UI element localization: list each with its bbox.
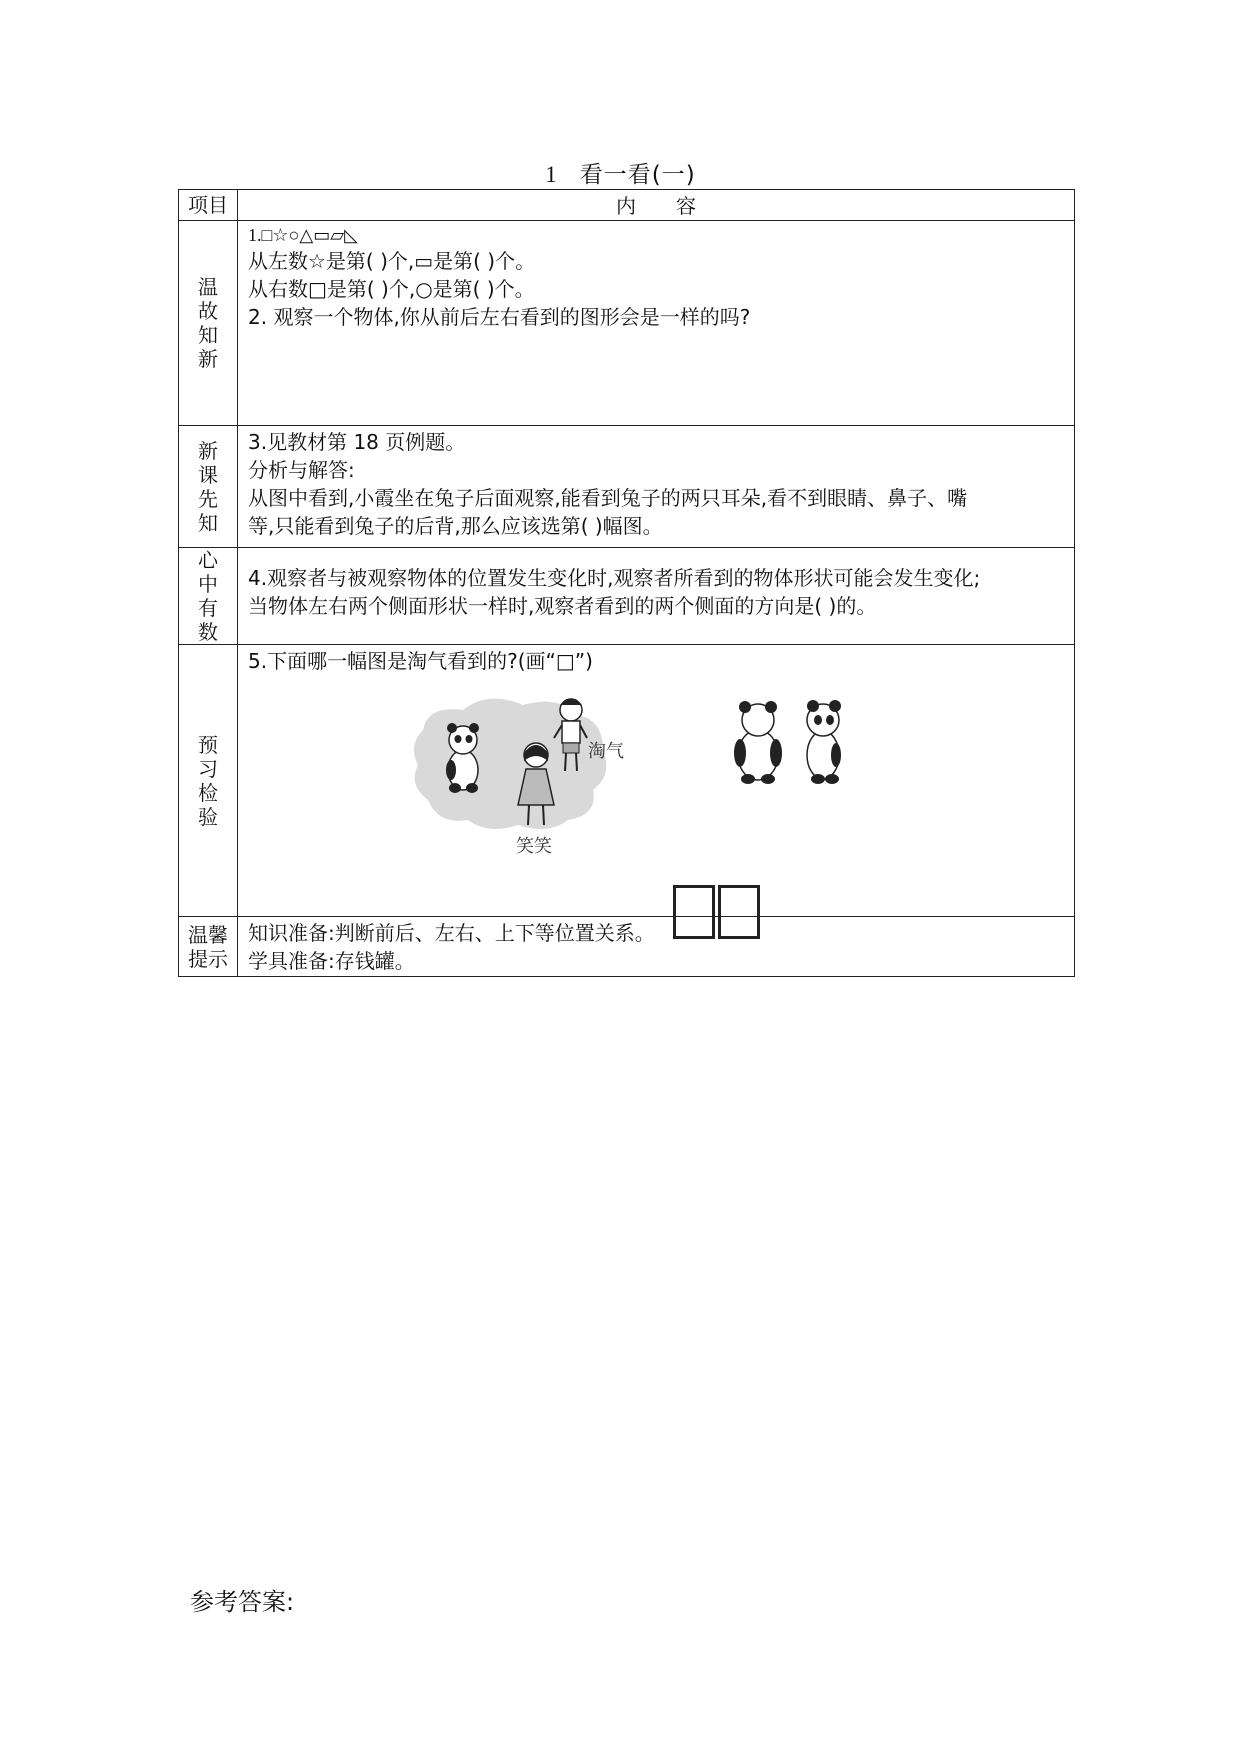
row-content <box>238 645 1075 917</box>
page-title <box>0 156 1241 189</box>
row-label: 新课先知 <box>179 426 238 548</box>
row-label: 心中有数 <box>179 548 238 645</box>
header-content: 内容 <box>238 190 1075 221</box>
question-line: 等,只能看到兔子的后背,那么应该选第( )幅图。 <box>248 514 663 538</box>
tip-line: 学具准备:存钱罐。 <box>248 949 415 973</box>
row-label: 预习检验 <box>179 645 238 917</box>
question-line: 4.观察者与被观察物体的位置发生变化时,观察者所看到的物体形状可能会发生变化; <box>248 566 981 590</box>
row-content <box>238 426 1075 548</box>
table-row <box>179 221 1075 426</box>
row-label: 温馨提示 <box>179 917 238 977</box>
table-row <box>179 548 1075 645</box>
question-line: 从左数☆是第( )个,▭是第( )个。 <box>248 249 536 273</box>
answer-box-2[interactable] <box>718 885 760 939</box>
panda-side-view <box>807 700 841 784</box>
row-label: 温故知新 <box>179 221 238 426</box>
illustration <box>248 675 1118 915</box>
header-item: 项目 <box>179 190 238 221</box>
tip-line: 知识准备:判断前后、左右、上下等位置关系。 <box>248 921 655 945</box>
question-line: 3.见教材第 18 页例题。 <box>248 430 466 454</box>
worksheet-table <box>178 189 1075 977</box>
lesson-number: 1 <box>545 162 558 187</box>
question-line: 分析与解答: <box>248 458 355 482</box>
answer-box-1[interactable] <box>673 885 715 939</box>
table-header-row <box>179 190 1075 221</box>
shape-sequence: 1.□☆○△▭▱◺ <box>248 225 358 245</box>
lesson-title: 看一看(一) <box>579 162 696 188</box>
table-row <box>179 645 1075 917</box>
question-line: 从图中看到,小霞坐在兔子后面观察,能看到兔子的两只耳朵,看不到眼睛、鼻子、嘴 <box>248 486 968 510</box>
boy-label: 淘气 <box>588 741 624 762</box>
question-line: 从右数□是第( )个,○是第( )个。 <box>248 277 535 301</box>
picture-area <box>248 675 1064 915</box>
table-row <box>179 426 1075 548</box>
table-row <box>179 917 1075 977</box>
panda-left-scene <box>446 723 479 793</box>
question-line: 当物体左右两个侧面形状一样时,观察者看到的两个侧面的方向是( )的。 <box>248 594 877 618</box>
girl-label: 笑笑 <box>516 836 552 857</box>
row-content <box>238 917 1075 977</box>
row-content <box>238 548 1075 645</box>
row-content <box>238 221 1075 426</box>
question-line: 2. 观察一个物体,你从前后左右看到的图形会是一样的吗? <box>248 305 751 329</box>
panda-back-view <box>734 701 782 784</box>
answer-heading: 参考答案: <box>190 1588 295 1616</box>
question-line: 5.下面哪一幅图是淘气看到的?(画“□”) <box>248 649 593 673</box>
